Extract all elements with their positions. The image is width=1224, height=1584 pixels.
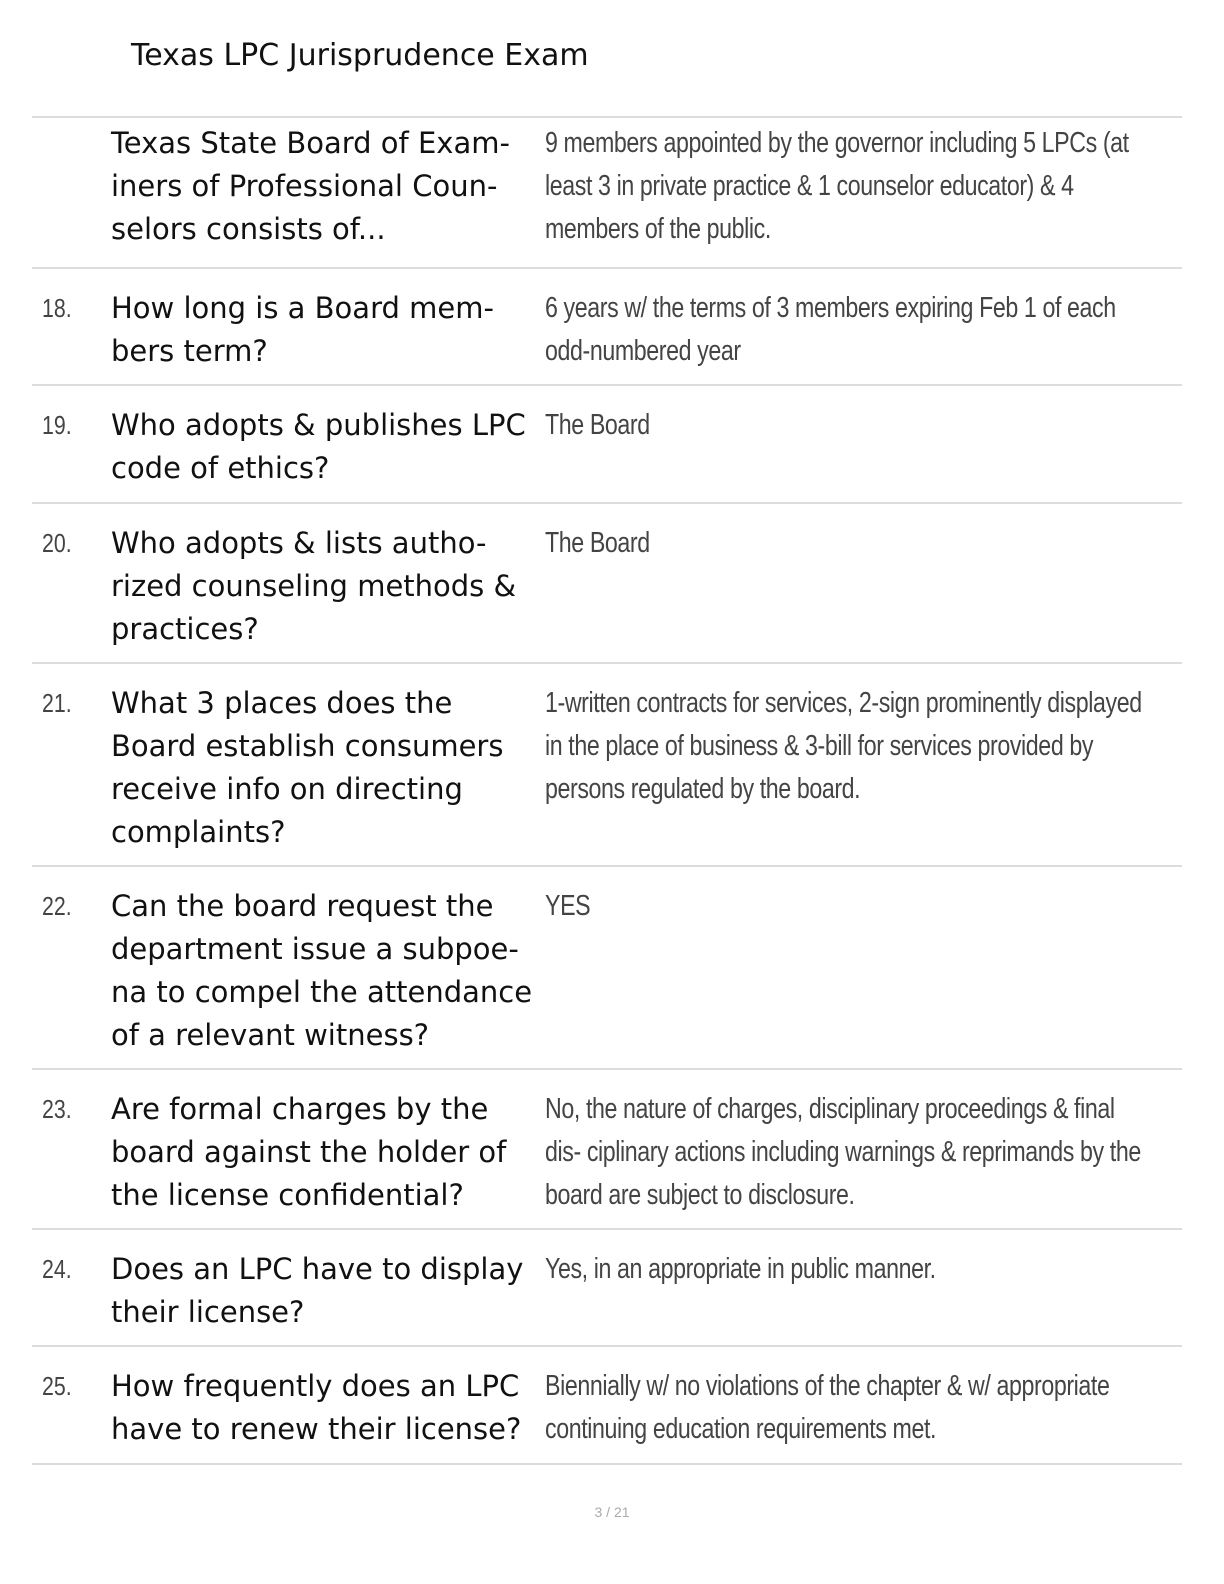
card-definition: YES [545,890,591,922]
card-term: Are formal charges by the board against the holder of the license confidential? [111,1092,507,1212]
flashcard-row [32,867,1182,1070]
card-number: 19. [42,410,72,440]
page-indicator: 3 / 21 [594,1504,630,1520]
flashcard-row [32,118,1182,269]
flashcard-row [32,386,1182,504]
flashcard-row [32,1347,1182,1465]
card-number: 22. [42,891,72,921]
card-number: 18. [42,293,72,323]
flashcard-row [32,504,1182,664]
card-definition: The Board [545,409,650,441]
card-term: Does an LPC have to display their license? [111,1252,524,1329]
card-term: How long is a Board mem- bers term? [111,291,494,368]
card-definition: 6 years w/ the terms of 3 members expiring Feb 1 of each odd-numbered year [545,292,1116,367]
card-number: 23. [42,1094,72,1124]
flashcard-row [32,1070,1182,1230]
flashcard-list [32,116,1182,1465]
flashcard-row [32,269,1182,386]
flashcard-row [32,664,1182,867]
card-definition: 9 members appointed by the governor including 5 LPCs (at least 3 in private practice & 1 counselor educator) & 4 members of the public. [545,127,1129,245]
card-number: 21. [42,688,72,718]
card-term: How frequently does an LPC have to renew their license? [111,1369,522,1446]
card-term: Texas State Board of Exam- iners of Professional Coun- selors consists of... [111,126,510,246]
document-title: Texas LPC Jurisprudence Exam [131,38,589,73]
card-definition: Biennially w/ no violations of the chapter & w/ appropriate continuing education requirements met. [545,1370,1110,1445]
card-definition: No, the nature of charges, disciplinary proceedings & final dis- ciplinary actions including warnings & reprimands by the board are subject to disclosure. [545,1093,1141,1211]
card-number: 25. [42,1371,72,1401]
card-number: 20. [42,528,72,558]
card-definition: 1-written contracts for services, 2-sign prominently displayed in the place of business & 3-bill for services provided by persons regulated by the board. [545,687,1142,805]
card-term: Who adopts & lists autho- rized counseling methods & practices? [111,526,517,646]
card-definition: The Board [545,527,650,559]
card-term: What 3 places does the Board establish consumers receive info on directing complaints? [111,686,504,849]
card-number: 24. [42,1254,72,1284]
flashcard-row [32,1230,1182,1347]
card-term: Who adopts & publishes LPC code of ethics? [111,408,526,485]
card-term: Can the board request the department issue a subpoe- na to compel the attendance of a relevant witness? [111,889,533,1052]
card-definition: Yes, in an appropriate in public manner. [545,1253,936,1285]
